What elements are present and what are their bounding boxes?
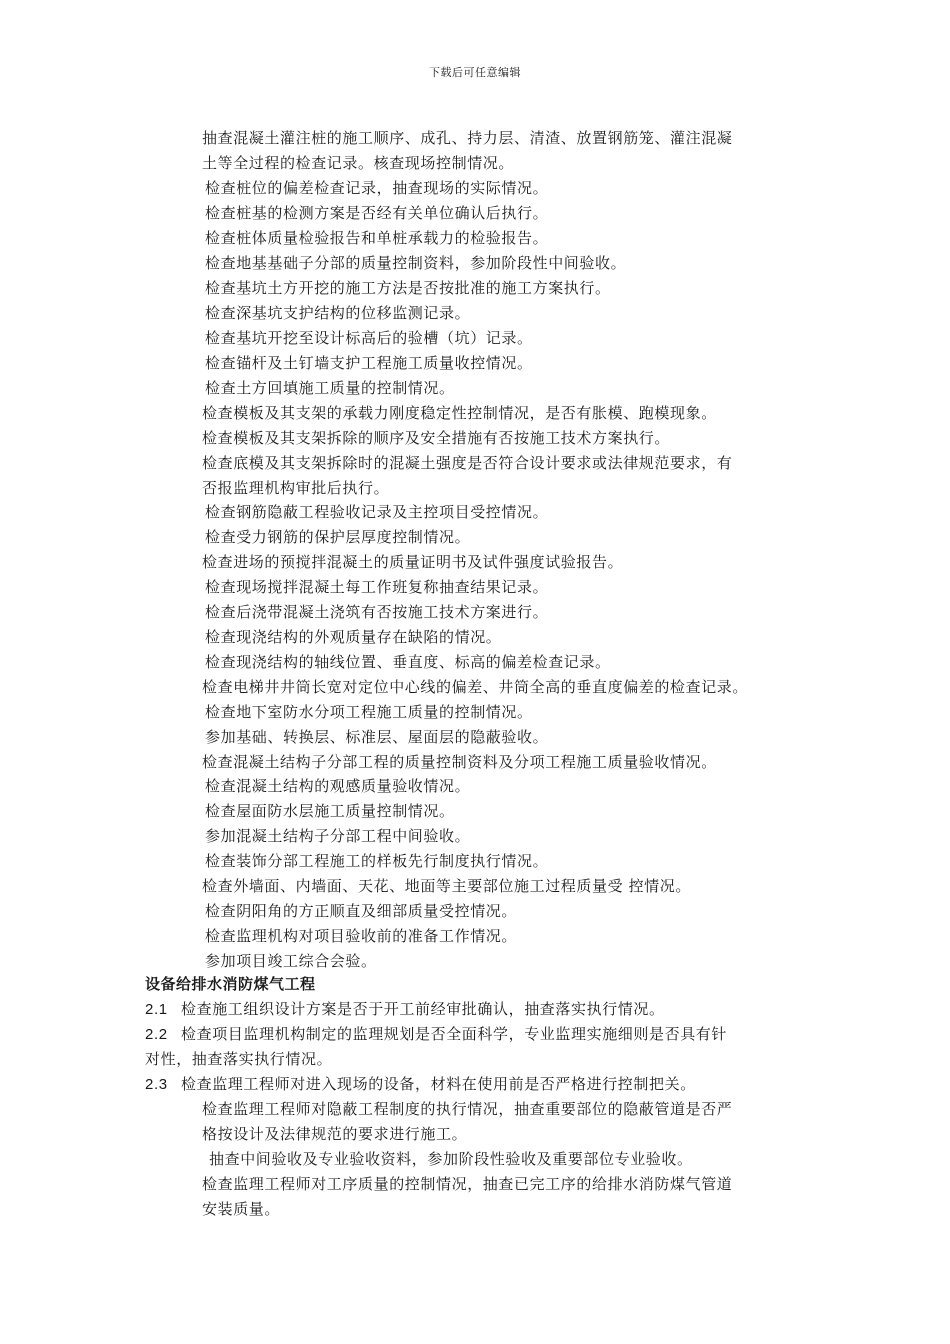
text-line: 检查屋面防水层施工质量控制情况。 bbox=[205, 802, 455, 820]
text-line: 检查现浇结构的外观质量存在缺陷的情况。 bbox=[205, 628, 502, 646]
numbered-item-continuation bbox=[145, 1049, 332, 1069]
text-line: 参加基础、转换层、标准层、屋面层的隐蔽验收。 bbox=[205, 728, 549, 746]
text-line: 检查监理工程师对隐蔽工程制度的执行情况，抽查重要部位的隐蔽管道是否严 bbox=[202, 1100, 733, 1118]
item-number: 2.1 bbox=[145, 1001, 168, 1018]
text-line: 检查进场的预搅拌混凝土的质量证明书及试件强度试验报告。 bbox=[202, 553, 624, 571]
text-line: 检查电梯井井筒长宽对定位中心线的偏差、井筒全高的垂直度偏差的检查记录。 bbox=[202, 678, 749, 696]
text-line: 检查基坑开挖至设计标高后的验槽（坑）记录。 bbox=[205, 329, 533, 347]
text-line: 检查桩基的检测方案是否经有关单位确认后执行。 bbox=[205, 204, 549, 222]
text-line: 检查受力钢筋的保护层厚度控制情况。 bbox=[205, 528, 471, 546]
text-line: 抽查中间验收及专业验收资料，参加阶段性验收及重要部位专业验收。 bbox=[209, 1150, 693, 1168]
text-line: 检查土方回填施工质量的控制情况。 bbox=[205, 379, 455, 397]
text-line: 检查装饰分部工程施工的样板先行制度执行情况。 bbox=[205, 852, 549, 870]
text-line: 检查监理机构对项目验收前的准备工作情况。 bbox=[205, 927, 518, 945]
text-line: 土等全过程的检查记录。核查现场控制情况。 bbox=[202, 154, 515, 172]
item-text: 对性，抽查落实执行情况。 bbox=[145, 1050, 333, 1068]
text-line: 检查桩位的偏差检查记录，抽查现场的实际情况。 bbox=[205, 179, 549, 197]
text-line: 格按设计及法律规范的要求进行施工。 bbox=[202, 1125, 468, 1143]
text-line: 检查锚杆及土钉墙支护工程施工质量收控情况。 bbox=[205, 354, 533, 372]
text-line: 检查现场搅拌混凝土每工作班复称抽查结果记录。 bbox=[205, 578, 549, 596]
item-text: 检查监理工程师对进入现场的设备，材料在使用前是否严格进行控制把关。 bbox=[181, 1075, 696, 1093]
text-line: 安装质量。 bbox=[202, 1200, 281, 1218]
item-number: 2.3 bbox=[145, 1076, 168, 1093]
item-text: 检查施工组织设计方案是否于开工前经审批确认，抽查落实执行情况。 bbox=[181, 1000, 665, 1018]
page-header: 下载后可任意编辑 bbox=[429, 66, 521, 79]
text-line: 参加项目竣工综合会验。 bbox=[205, 952, 377, 970]
text-line: 检查混凝土结构的观感质量验收情况。 bbox=[205, 777, 471, 795]
text-line: 检查阴阳角的方正顺直及细部质量受控情况。 bbox=[205, 902, 518, 920]
text-line: 检查深基坑支护结构的位移监测记录。 bbox=[205, 304, 471, 322]
text-line: 检查模板及其支架拆除的顺序及安全措施有否按施工技术方案执行。 bbox=[202, 429, 671, 447]
text-line: 检查地基基础子分部的质量控制资料，参加阶段性中间验收。 bbox=[205, 254, 627, 272]
numbered-item bbox=[145, 1074, 696, 1095]
text-line: 检查地下室防水分项工程施工质量的控制情况。 bbox=[205, 703, 533, 721]
text-line: 抽查混凝土灌注桩的施工顺序、成孔、持力层、清渣、放置钢筋笼、灌注混凝 bbox=[202, 129, 733, 147]
text-line: 检查后浇带混凝土浇筑有否按施工技术方案进行。 bbox=[205, 603, 549, 621]
text-line: 参加混凝土结构子分部工程中间验收。 bbox=[205, 827, 471, 845]
numbered-item bbox=[145, 999, 665, 1020]
text-line: 检查底模及其支架拆除时的混凝土强度是否符合设计要求或法律规范要求，有 bbox=[202, 454, 733, 472]
text-line: 检查外墙面、内墙面、天花、地面等主要部位施工过程质量受 控情况。 bbox=[202, 877, 691, 895]
text-line: 检查现浇结构的轴线位置、垂直度、标高的偏差检查记录。 bbox=[205, 653, 611, 671]
item-text: 检查项目监理机构制定的监理规划是否全面科学，专业监理实施细则是否具有针 bbox=[181, 1025, 728, 1043]
text-line: 否报监理机构审批后执行。 bbox=[202, 479, 390, 497]
text-line: 检查钢筋隐蔽工程验收记录及主控项目受控情况。 bbox=[205, 503, 549, 521]
text-line: 检查桩体质量检验报告和单桩承载力的检验报告。 bbox=[205, 229, 549, 247]
numbered-item bbox=[145, 1024, 727, 1045]
text-line: 检查模板及其支架的承载力刚度稳定性控制情况，是否有胀模、跑模现象。 bbox=[202, 404, 717, 422]
section-title: 设备给排水消防煤气工程 bbox=[145, 975, 316, 993]
text-line: 检查混凝土结构子分部工程的质量控制资料及分项工程施工质量验收情况。 bbox=[202, 753, 717, 771]
text-line: 检查监理工程师对工序质量的控制情况，抽查已完工序的给排水消防煤气管道 bbox=[202, 1175, 733, 1193]
item-number: 2.2 bbox=[145, 1026, 168, 1043]
text-line: 检查基坑土方开挖的施工方法是否按批准的施工方案执行。 bbox=[205, 279, 611, 297]
